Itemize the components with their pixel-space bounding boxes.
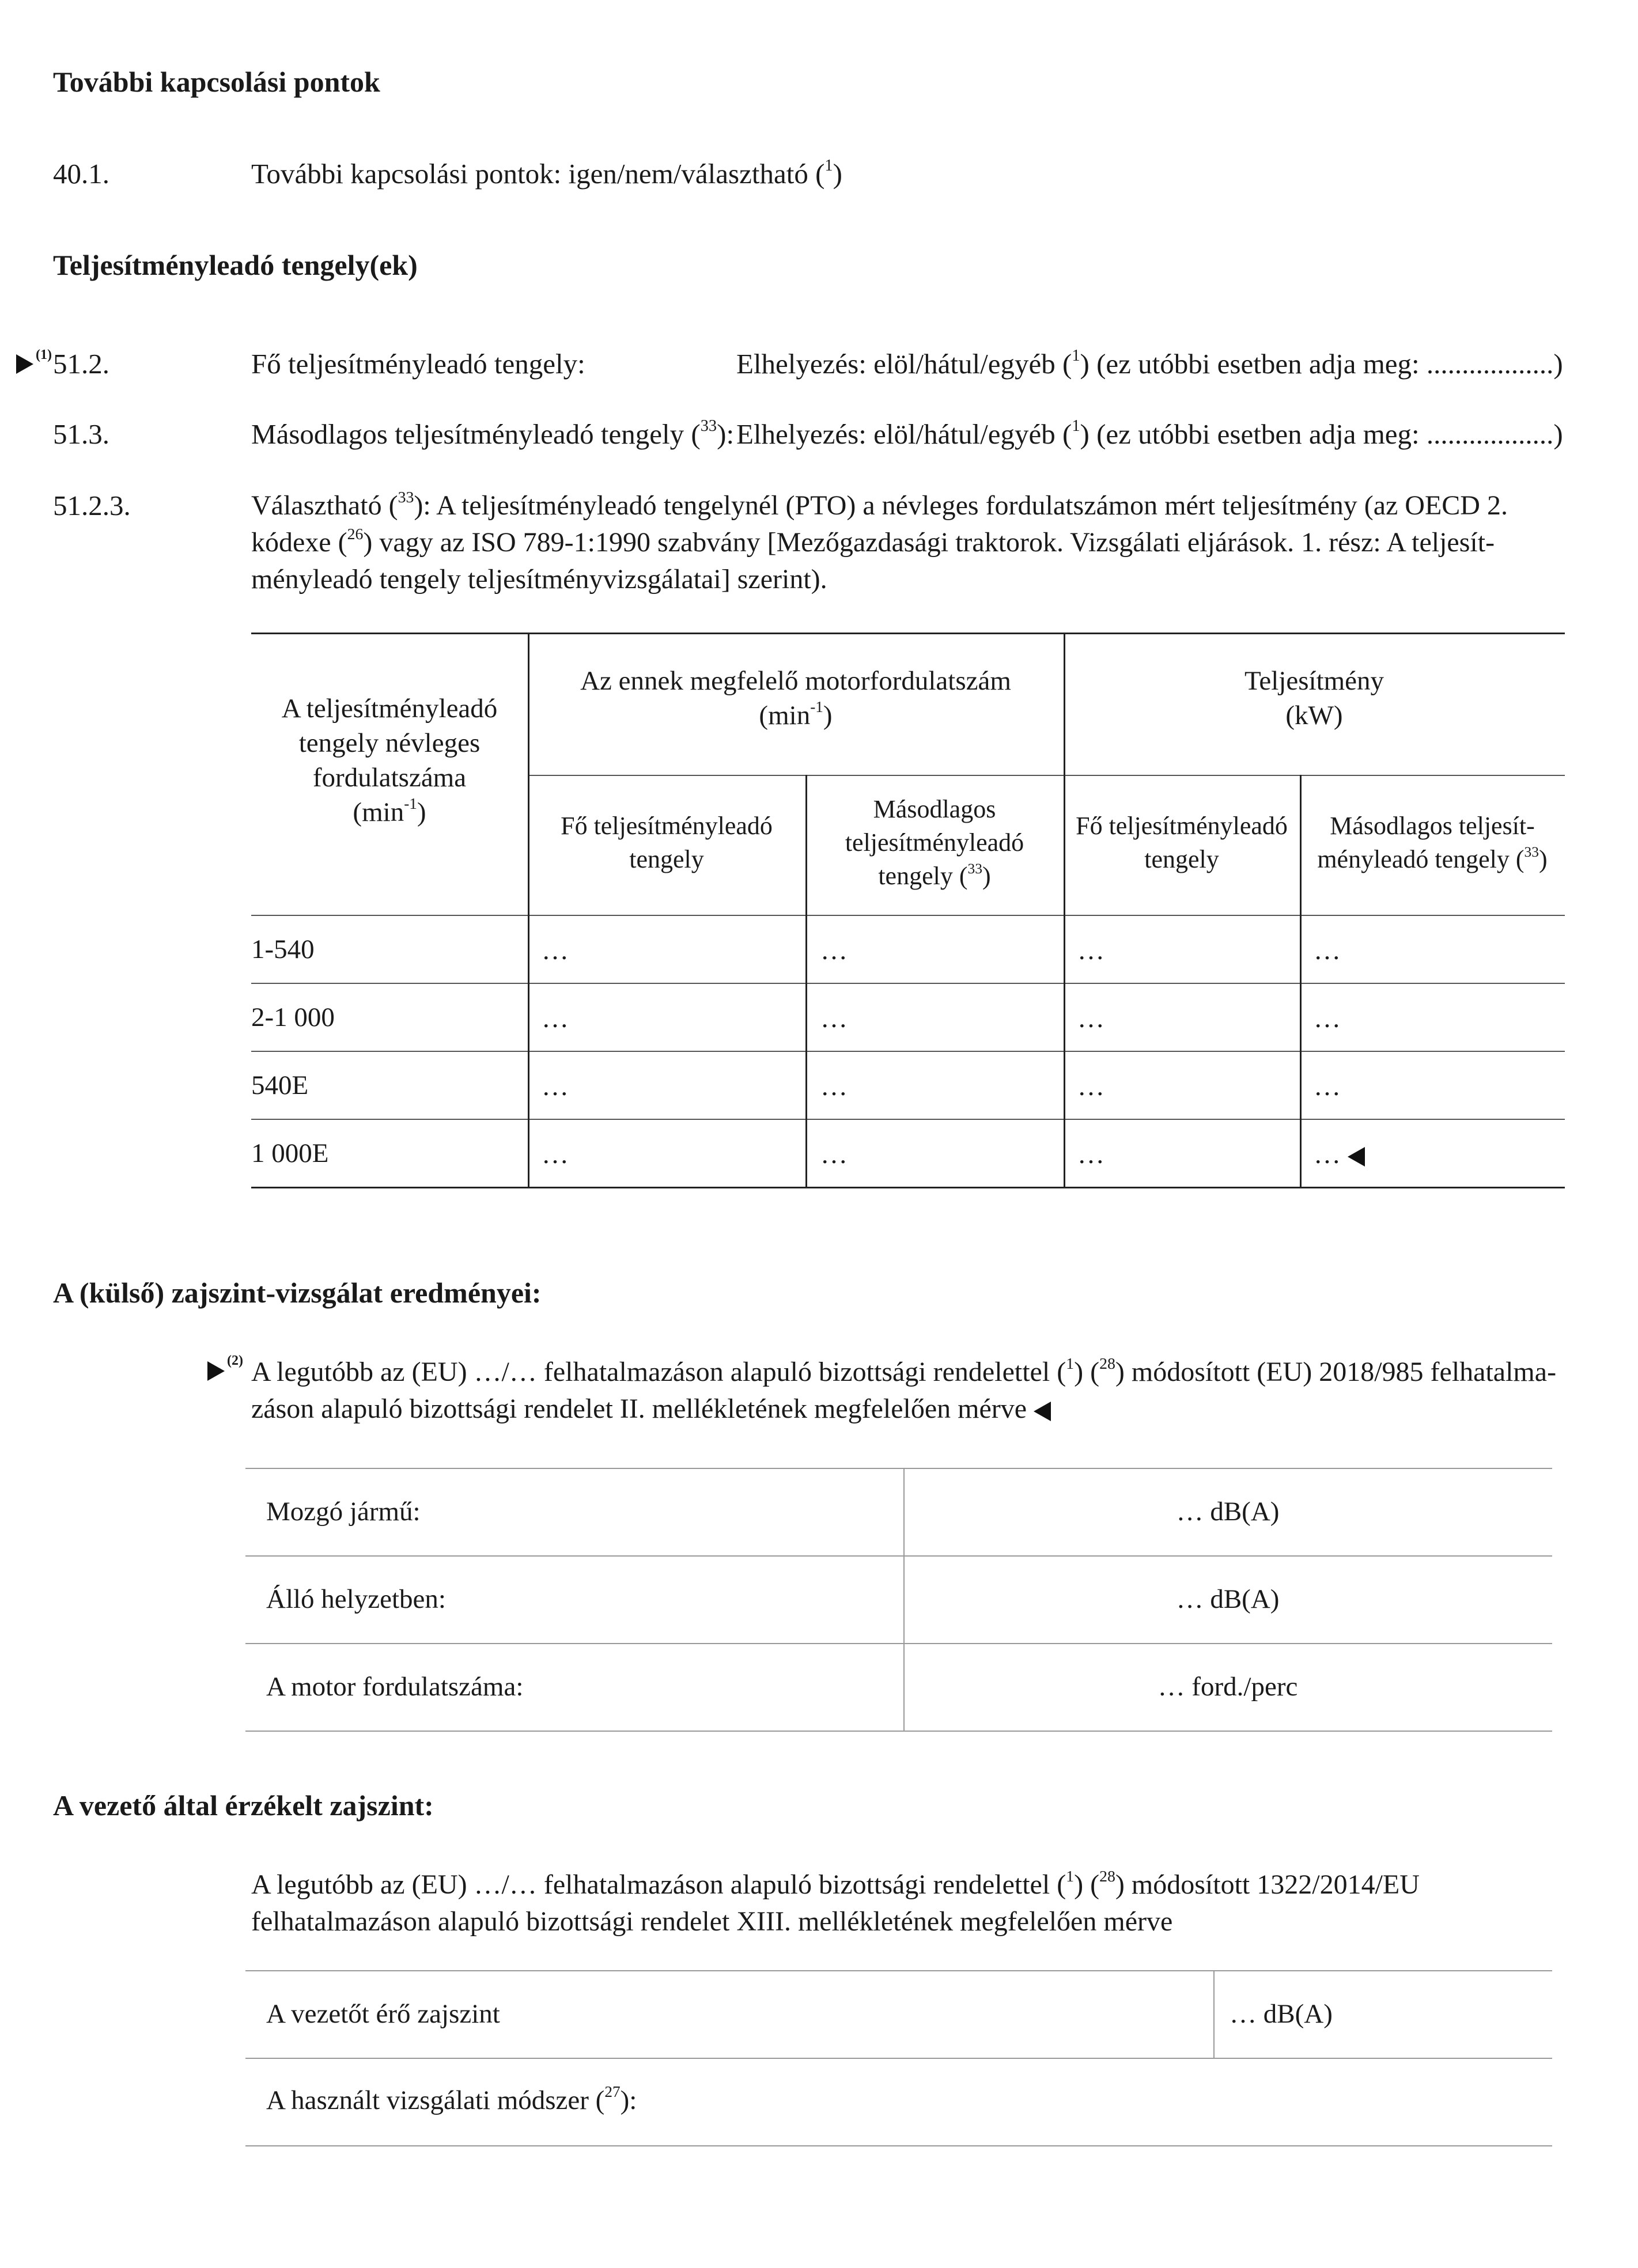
subheader-main-pto-power: Fő teljesítményleadó tengely bbox=[1076, 812, 1288, 873]
header-engine-speed: Az ennek megfelelő motorfordulatszám $(\min^{-1})$ bbox=[580, 666, 1011, 730]
header-nominal-speed: A teljesítményleadó tengely névleges fordulatszáma $(\min^{-1})$ bbox=[281, 694, 498, 827]
amendment-end-arrow-icon bbox=[1034, 1402, 1051, 1421]
section-heading-external-noise: A (külső) zajszint-vizsgálat eredményei: bbox=[53, 1277, 542, 1309]
table-rule bbox=[251, 983, 1565, 984]
subheader-main-pto-speed: Fő teljesítményleadó tengely bbox=[561, 812, 773, 873]
table-rule bbox=[245, 1643, 1552, 1644]
row-cell: … bbox=[1314, 936, 1341, 965]
noise-label: Mozgó jármű: bbox=[266, 1497, 421, 1527]
noise-label: A motor fordulatszáma: bbox=[266, 1672, 524, 1702]
driver-noise-label: A vezetőt érő zajszint bbox=[266, 1999, 500, 2029]
table-rule bbox=[245, 1731, 1552, 1732]
row-cell: … bbox=[1314, 1137, 1365, 1172]
noise-label: Álló helyzetben: bbox=[266, 1584, 446, 1614]
noise-value: … dB(A) bbox=[1176, 1497, 1280, 1527]
header-power: Teljesítmény (kW) bbox=[1244, 666, 1384, 730]
amendment-end-arrow-icon bbox=[1348, 1147, 1365, 1167]
row-cell: … bbox=[542, 1004, 569, 1033]
item-text-51-2-3-line3: ményleadó tengely teljesítményvizsgálatai] szerint). bbox=[251, 564, 827, 595]
item-text-40-1: További kapcsolási pontok: igen/nem/választható ($^1$) bbox=[251, 157, 842, 190]
table-rule bbox=[245, 1468, 1552, 1469]
external-noise-note-line1: A legutóbb az (EU) …/… felhatalmazáson alapuló bizottsági rendelettel ($^1$) ($^{28}$) módosított (EU) 2018/985 felhatalma- bbox=[251, 1354, 1557, 1387]
amendment-tag: (1) bbox=[36, 347, 52, 362]
table-rule bbox=[251, 633, 1565, 634]
row-cell: … bbox=[820, 936, 848, 965]
item-label-51-2: Fő teljesítményleadó tengely: bbox=[251, 348, 585, 380]
item-text-51-2-3-line1: Választható ($^{33}$): A teljesítményleadó tengelynél (PTO) a névleges fordulatszámon mért teljesítmény (az OECD 2. bbox=[251, 488, 1508, 521]
driver-noise-note-line1: A legutóbb az (EU) …/… felhatalmazáson alapuló bizottsági rendelettel ($^1$) ($^{28}$) módosított 1322/2014/EU bbox=[251, 1867, 1420, 1900]
row-cell: … bbox=[542, 1139, 569, 1169]
row-cell: … bbox=[820, 1071, 848, 1101]
row-speed: 2-1 000 bbox=[251, 1002, 335, 1032]
row-cell: … bbox=[1077, 1071, 1104, 1101]
row-cell: … bbox=[1314, 1071, 1341, 1101]
item-label-51-3: Másodlagos teljesítményleadó tengely ($^{33}$): bbox=[251, 417, 735, 450]
row-cell: … bbox=[820, 1004, 848, 1033]
row-cell: … bbox=[542, 936, 569, 965]
row-speed: 540E bbox=[251, 1070, 309, 1100]
table-rule bbox=[245, 2145, 1552, 2146]
noise-value: … dB(A) bbox=[1176, 1584, 1280, 1614]
row-speed: 1-540 bbox=[251, 934, 315, 964]
item-number-51-3: 51.3. bbox=[53, 418, 109, 450]
table-rule bbox=[528, 775, 1565, 776]
amendment-start-arrow-icon bbox=[207, 1361, 225, 1381]
table-rule bbox=[251, 1187, 1565, 1188]
noise-value: … ford./perc bbox=[1157, 1672, 1298, 1702]
item-number-40-1: 40.1. bbox=[53, 158, 109, 190]
row-cell: … bbox=[1077, 1139, 1104, 1169]
test-method-label: A használt vizsgálati módszer ($^{27}$): bbox=[266, 2083, 637, 2115]
table-rule bbox=[245, 2058, 1552, 2059]
item-text-51-2-3-line2: kódexe ($^{26}$) vagy az ISO 789-1:1990 szabvány [Mezőgazdasági traktorok. Vizsgálati eljárások. 1. rész: A teljesít- bbox=[251, 525, 1495, 558]
row-cell: … bbox=[1077, 1004, 1104, 1033]
subheader-secondary-pto-power: Másodlagos teljesít- ményleadó tengely ($^{33}$) bbox=[1317, 812, 1548, 873]
row-cell: … bbox=[542, 1071, 569, 1101]
amendment-start-arrow-icon bbox=[16, 354, 33, 374]
row-speed: 1 000E bbox=[251, 1138, 329, 1168]
table-rule bbox=[251, 915, 1565, 916]
item-text-51-3: Elhelyezés: elöl/hátul/egyéb ($^1$) (ez utóbbi esetben adja meg: ..................) bbox=[736, 417, 1563, 450]
amendment-tag: (2) bbox=[227, 1353, 243, 1368]
table-rule bbox=[251, 1051, 1565, 1052]
item-text-51-2: Elhelyezés: elöl/hátul/egyéb ($^1$) (ez utóbbi esetben adja meg: ..................) bbox=[736, 347, 1563, 380]
section-heading-connections: További kapcsolási pontok bbox=[53, 66, 380, 98]
row-cell: … bbox=[1077, 936, 1104, 965]
table-column-rule bbox=[1213, 1970, 1215, 2058]
row-cell: … bbox=[1314, 1004, 1341, 1033]
driver-noise-note-line2: felhatalmazáson alapuló bizottsági rendelet XIII. mellékletének megfelelően mérve bbox=[251, 1906, 1173, 1937]
table-rule bbox=[245, 1970, 1552, 1971]
table-rule bbox=[251, 1119, 1565, 1120]
item-number-51-2: 51.2. bbox=[53, 348, 109, 380]
section-heading-pto: Teljesítményleadó tengely(ek) bbox=[53, 249, 418, 281]
subheader-secondary-pto-speed: Másodlagos teljesítményleadó tengely ($^{33}$) bbox=[845, 795, 1024, 890]
table-rule bbox=[245, 1555, 1552, 1557]
external-noise-note-line2: záson alapuló bizottsági rendelet II. mellékletének megfelelően mérve bbox=[251, 1391, 1051, 1428]
section-heading-driver-noise: A vezető által érzékelt zajszint: bbox=[53, 1789, 434, 1822]
item-number-51-2-3: 51.2.3. bbox=[53, 490, 131, 521]
row-cell: … bbox=[820, 1139, 848, 1169]
driver-noise-value: … dB(A) bbox=[1230, 1999, 1333, 2029]
